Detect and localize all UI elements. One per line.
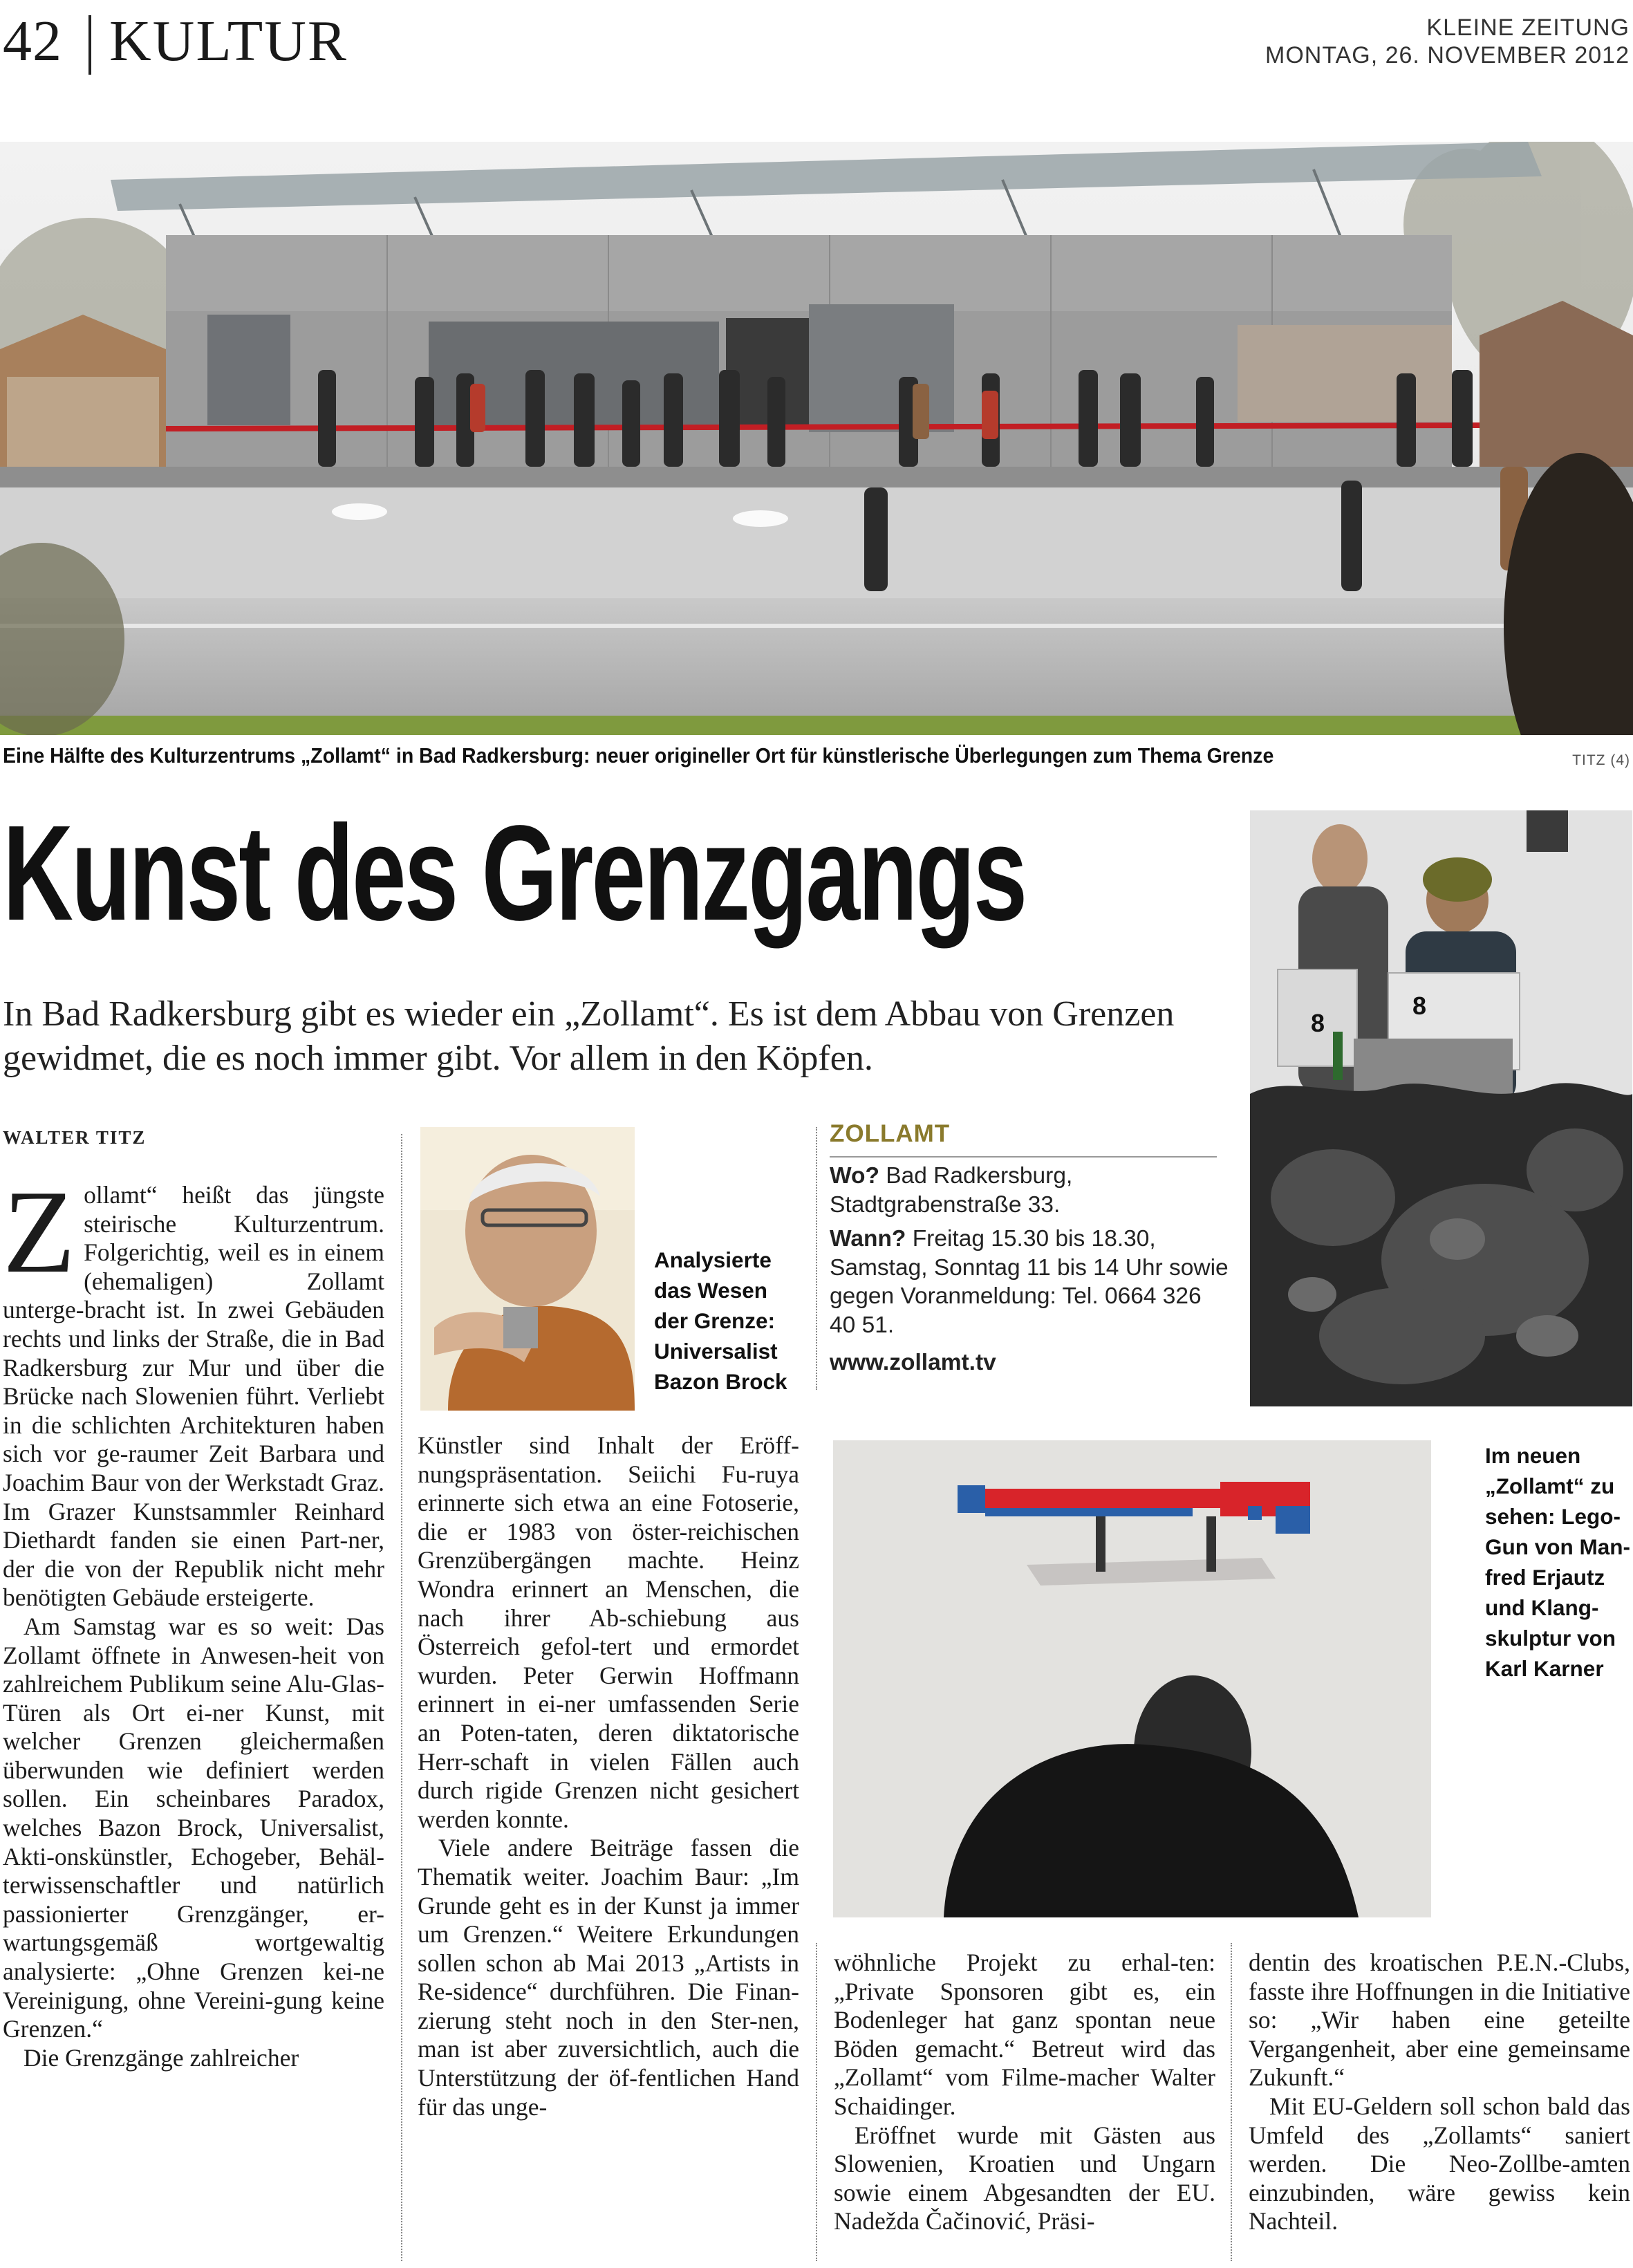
issue-date: MONTAG, 26. NOVEMBER 2012 (1265, 42, 1630, 68)
drop-cap: Z (3, 1166, 76, 1298)
top-photo-caption: Eine Hälfte des Kulturzentrums „Zollamt“ in Bad Radkersburg: neuer origineller Ort für künstlerische Überlegungen zum Thema Grenze (3, 743, 1274, 768)
laptop-sticker-2: 8 (1412, 992, 1427, 1020)
article-column-3 (834, 1949, 1215, 2236)
section-title: KULTUR (109, 9, 348, 73)
article-paragraph: Am Samstag war es so weit: Das Zollamt öffnete in Anwesen-heit von zahlreichem Publikum seine Alu-Glas-Türen als Ort ei-ner Kunst, mit welcher Grenzen gleichermaßen überwunden wie definiert werden sollen. Ein scheinbares Paradox, welches Bazon Brock, Universalist, Akti-onskünstler, Echogeber, Behäl-terwissenschaftler und natürlich passionierter Grenzgänger, er-wartungsgemäß wortgewaltig analysierte: „Ohne Grenzen kei-ne Vereinigung, ohne Vereini-gung keine Grenzen.“ (3, 1612, 384, 2043)
article-paragraph: Viele andere Beiträge fassen die Thematik weiter. Joachim Baur: „Im Grunde geht es in der Kunst ja immer um Grenzen.“ Weitere Erkundungen sollen schon ab Mai 2013 „Artists in Re-sidence“ durchführen. Die Finan-zierung steht noch in den Ster-nen, man ist aber zuversichtlich, auch die Unterstützung der öf-fentlichen Hand für das unge- (418, 1834, 799, 2121)
article-paragraph: dentin des kroatischen P.E.N.-Clubs, fasste ihre Hoffnungen in die Initiative so: „Wir haben eine geteilte Vergangenheit, aber eine gemeinsame Zukunft.“ (1249, 1949, 1630, 2092)
article-column-2 (418, 1431, 799, 2121)
article-paragraph: Eröffnet wurde mit Gästen aus Slowenien, Kroatien und Ungarn sowie einem Abgesandten der EU. Nadežda Čačinović, Präsi- (834, 2121, 1215, 2236)
article-headline: Kunst des Grenzgangs (3, 797, 1026, 949)
page-number: 42 (3, 9, 62, 73)
article-paragraph: wöhnliche Projekt zu erhal-ten: „Private Sponsoren gibt es, ein Bodenleger hat ganz spontan neue Böden gemacht.“ Betreut wird das „Zollamt“ vom Filme-macher Walter Schaidinger. (834, 1949, 1215, 2120)
column-divider (816, 1943, 817, 2261)
laptop-sticker-1: 8 (1311, 1009, 1325, 1037)
article-column-4 (1249, 1949, 1630, 2236)
byline: WALTER TITZ (3, 1127, 147, 1148)
brock-photo (420, 1127, 635, 1411)
masthead (1265, 14, 1630, 69)
top-photo (0, 142, 1633, 735)
lego-gun-caption: Im neuen „Zollamt“ zu sehen: Lego-Gun von Man-fred Erjautz und Klang-skulptur von Karl Karner (1485, 1443, 1630, 1681)
newspaper-name: KLEINE ZEITUNG (1426, 15, 1630, 41)
column-divider (401, 1134, 402, 2261)
infobox-when (830, 1225, 1231, 1339)
article-paragraph: Die Grenzgänge zahlreicher (24, 2043, 299, 2072)
where-text: Bad Radkersburg, Stadtgrabenstraße 33. (830, 1163, 1073, 1218)
brock-photo-caption: Analysierte das Wesen der Grenze: Universalist Bazon Brock (654, 1247, 787, 1394)
sound-sculpture-image (1250, 810, 1632, 1406)
where-label: Wo? (830, 1163, 879, 1189)
article-column-1 (3, 1166, 384, 2072)
when-label: Wann? (830, 1226, 906, 1252)
photo-credit: TITZ (4) (1572, 752, 1630, 768)
infobox-url[interactable]: www.zollamt.tv (830, 1349, 996, 1375)
lego-gun-image (833, 1440, 1431, 1917)
infobox-title: ZOLLAMT (830, 1120, 951, 1147)
bazon-brock-image (420, 1127, 635, 1411)
infobox-rule (830, 1156, 1217, 1158)
lego-gun-photo (833, 1440, 1431, 1917)
zollamt-building-image (0, 142, 1633, 735)
when-text: Freitag 15.30 bis 18.30, Samstag, Sonntag 11 bis 14 Uhr sowie gegen Voranmeldung: Tel. 0664 326 40 51. (830, 1226, 1229, 1338)
column-divider (1231, 1943, 1232, 2261)
header-divider (88, 15, 91, 75)
performer-photo (1250, 810, 1632, 1406)
article-paragraph: Mit EU-Geldern soll schon bald das Umfeld des „Zollamts“ saniert werden. Die Neo-Zollbe-amten einzubinden, wäre gewiss kein Nachteil. (1249, 2092, 1630, 2236)
infobox (830, 1120, 1231, 1377)
article-paragraph: Künstler sind Inhalt der Eröff-nungspräsentation. Seiichi Fu-ruya erinnerte sich etwa an eine Fotoserie, die er 1983 von öster-reichischen Grenzübergängen machte. Heinz Wondra erinnert an Menschen, die nach ihrer Ab-schiebung aus Österreich gefol-tert und ermordet wurden. Peter Gerwin Hoffmann erinnert in ei-ner umfassenden Serie an Poten-taten, deren diktatorische Herr-schaft in vielen Fällen auch durch rigide Grenzen nicht gesichert werden konnte. (418, 1431, 799, 1833)
infobox-where (830, 1162, 1231, 1219)
column-divider (816, 1127, 817, 1390)
article-paragraph (3, 1166, 384, 1612)
article-deck: In Bad Radkersburg gibt es wieder ein „Zollamt“. Es ist dem Abbau von Grenzen gewidmet, die es noch immer gibt. Vor allem in den Köpfen. (3, 994, 1175, 1078)
article-text: ollamt“ heißt das jüngste steirische Kulturzentrum. Folgerichtig, weil es in einem (ehemaligen) Zollamt unterge-bracht ist. In zwei Gebäuden rechts und links der Straße, die in Bad Radkersburg zur Mur und über die Brücke nach Slowenien führt. Verliebt in die schlichten Architekturen haben sich vor ge-raumer Zeit Barbara und Joachim Baur von der Werkstadt Graz. Im Grazer Kunstsammler Reinhard Diethardt fanden sie einen Part-ner, der die von der Republik nicht mehr benötigten Gebäude ersteigerte. (3, 1181, 384, 1612)
